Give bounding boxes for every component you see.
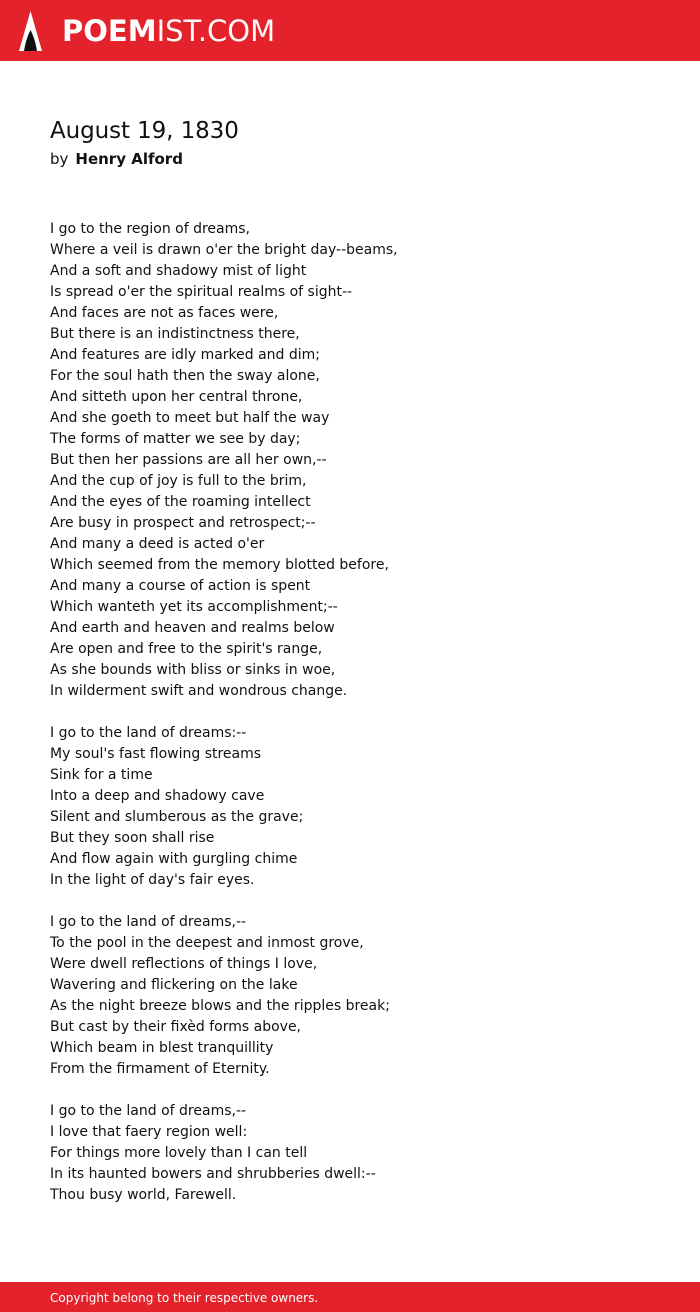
poem-line: And she goeth to meet but half the way xyxy=(50,410,330,426)
poem-line: Wavering and flickering on the lake xyxy=(50,977,298,993)
poem-line: Which beam in blest tranquillity xyxy=(50,1040,274,1056)
poem-line: And many a course of action is spent xyxy=(50,578,311,594)
copyright-notice: Copyright belong to their respective owners. xyxy=(50,1291,319,1305)
poem-line: I go to the region of dreams, xyxy=(50,221,250,237)
poem-line: And features are idly marked and dim; xyxy=(50,347,321,363)
poem-line: I go to the land of dreams,-- xyxy=(50,914,247,930)
poem-line: As she bounds with bliss or sinks in woe, xyxy=(50,662,336,678)
poem-line: My soul's fast flowing streams xyxy=(50,746,262,762)
poem-line: And flow again with gurgling chime xyxy=(50,851,298,867)
poem-line: To the pool in the deepest and inmost grove, xyxy=(50,935,364,951)
poem-line: But they soon shall rise xyxy=(50,830,215,846)
poem-line: Sink for a time xyxy=(50,767,153,783)
poem-line: Into a deep and shadowy cave xyxy=(50,788,265,804)
logo-strong-text: POEM xyxy=(62,14,157,48)
poem-line: Silent and slumberous as the grave; xyxy=(50,809,304,825)
poem-byline xyxy=(50,148,650,170)
stanza-3 xyxy=(50,912,398,1080)
poem-line: As the night breeze blows and the ripples break; xyxy=(50,998,390,1014)
stanza-2 xyxy=(50,723,398,891)
poem-line: And the cup of joy is full to the brim, xyxy=(50,473,307,489)
poem-line: But cast by their fixèd forms above, xyxy=(50,1019,302,1035)
poem-line: In its haunted bowers and shrubberies dwell:-- xyxy=(50,1166,376,1182)
by-label: by xyxy=(50,150,69,168)
stanza-1 xyxy=(50,219,398,702)
poem-line: From the firmament of Eternity. xyxy=(50,1061,270,1077)
poem-line: And faces are not as faces were, xyxy=(50,305,279,321)
site-logo-link[interactable] xyxy=(18,10,275,52)
poem-page xyxy=(50,116,650,1203)
author-link[interactable]: Henry Alford xyxy=(75,150,183,168)
site-header xyxy=(0,0,700,61)
site-footer xyxy=(0,1282,700,1312)
poem-line: Which seemed from the memory blotted before, xyxy=(50,557,389,573)
site-logo-text xyxy=(62,10,275,52)
poem-line: Were dwell reflections of things I love, xyxy=(50,956,318,972)
poem-line: Thou busy world, Farewell. xyxy=(50,1187,237,1203)
poem-title: August 19, 1830 xyxy=(50,118,239,144)
poem-line: Where a veil is drawn o'er the bright day--beams, xyxy=(50,242,398,258)
poem-line: And a soft and shadowy mist of light xyxy=(50,263,307,279)
poem-line: For the soul hath then the sway alone, xyxy=(50,368,320,384)
poem-line: The forms of matter we see by day; xyxy=(50,431,301,447)
poem-line: For things more lovely than I can tell xyxy=(50,1145,308,1161)
pencil-tip-icon xyxy=(18,10,43,52)
poem-line: And the eyes of the roaming intellect xyxy=(50,494,311,510)
poem-line: Are busy in prospect and retrospect;-- xyxy=(50,515,316,531)
poem-line: I go to the land of dreams,-- xyxy=(50,1103,247,1119)
poem-line: But then her passions are all her own,-- xyxy=(50,452,327,468)
poem-line: I love that faery region well: xyxy=(50,1124,248,1140)
poem-line: Is spread o'er the spiritual realms of sight-- xyxy=(50,284,353,300)
poem-line: In the light of day's fair eyes. xyxy=(50,872,255,888)
poem-line: Are open and free to the spirit's range, xyxy=(50,641,323,657)
poem-line: In wilderment swift and wondrous change. xyxy=(50,683,348,699)
poem-line: But there is an indistinctness there, xyxy=(50,326,300,342)
poem-line: Which wanteth yet its accomplishment;-- xyxy=(50,599,338,615)
poem-line: I go to the land of dreams:-- xyxy=(50,725,247,741)
logo-light-text: IST.COM xyxy=(156,14,276,48)
poem-line: And many a deed is acted o'er xyxy=(50,536,265,552)
poem-line: And sitteth upon her central throne, xyxy=(50,389,303,405)
poem-line: And earth and heaven and realms below xyxy=(50,620,335,636)
poem-body xyxy=(50,219,398,1206)
stanza-4 xyxy=(50,1101,398,1206)
